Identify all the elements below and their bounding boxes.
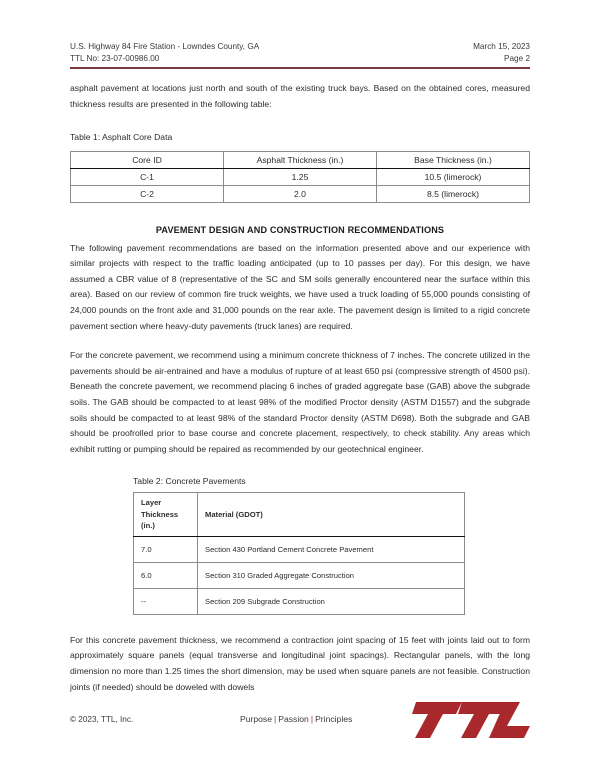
concrete-pavements-table <box>133 492 465 615</box>
table2-head <box>134 493 465 537</box>
intro-paragraph: asphalt pavement at locations just north and south of the existing truck bays. Based on the obtained cores, measured thickness results are presented in the following table: <box>70 83 530 109</box>
table1-col-asphalt-thickness: Asphalt Thickness (in.) <box>224 151 377 168</box>
paragraph-concrete-pavement: For the concrete pavement, we recommend using a minimum concrete thickness of 7 inches. The concrete utilized in the pavements should be air-entrained and have a modulus of rupture of at least 650 psi (compressive strength of 4500 psi). Beneath the concrete pavement, we recommend placing 6 inches of graded aggregate base (GAB) above the subgrade soils. The GAB should be compacted to at least 98% of the modified Proctor density (ASTM D1557) and the subgrade soils should be compacted to at least 98% of the standard Proctor density (ASTM D698). Both the subgrade and GAB should be proofrolled prior to base course and concrete placement, respectively, to check stability. Any areas which exhibit rutting or pumping should be repaired as recommended by our geotechnical engineer. <box>70 350 530 454</box>
table1-body <box>71 168 530 202</box>
table1-cell-base-thickness: 8.5 (limerock) <box>377 185 530 202</box>
table2-col-layer-thickness <box>134 493 198 537</box>
table2-col-layer-thickness-line1: Layer <box>141 498 162 508</box>
table2-cell-material: Section 209 Subgrade Construction <box>198 588 465 614</box>
table2-cell-material: Section 310 Graded Aggregate Construction <box>198 562 465 588</box>
table1-cell-asphalt-thickness: 2.0 <box>224 185 377 202</box>
header-page-number: Page 2 <box>504 53 530 63</box>
document-footer <box>70 698 530 740</box>
footer-tagline-passion: Passion <box>278 714 309 724</box>
footer-tagline <box>230 714 410 724</box>
table1-col-base-thickness: Base Thickness (in.) <box>377 151 530 168</box>
header-date: March 15, 2023 <box>473 42 530 51</box>
table2-cell-thickness: -- <box>134 588 198 614</box>
table1-header-row <box>71 151 530 168</box>
table-row <box>71 185 530 202</box>
table2-cell-material: Section 430 Portland Cement Concrete Pavement <box>198 536 465 562</box>
ttl-logo-icon <box>412 698 530 740</box>
footer-tagline-separator: | <box>274 714 277 724</box>
paragraph-joint-spacing: For this concrete pavement thickness, we recommend a contraction joint spacing of 15 feet with joints laid out to form approximately square panels (equal transverse and longitudinal joint spacings). Rectangular panels, with the long dimension no more than 1.25 times the short dimension, may be used when square panels are not feasible. Construction joints (if needed) should be doweled with dowels <box>70 634 530 692</box>
footer-tagline-principles: Principles <box>315 714 353 724</box>
table2-col-layer-thickness-line2: Thickness (in.) <box>141 509 179 531</box>
table1-cell-core-id: C-1 <box>71 168 224 185</box>
asphalt-core-data-table <box>70 151 530 203</box>
header-left-block <box>70 41 259 64</box>
section-heading-pavement-design: PAVEMENT DESIGN AND CONSTRUCTION RECOMMENDATIONS <box>155 224 445 235</box>
footer-copyright: © 2023, TTL, Inc. <box>70 714 134 724</box>
ttl-logo <box>410 698 530 740</box>
table1-cell-core-id: C-2 <box>71 185 224 202</box>
header-divider-rule <box>70 67 530 69</box>
table2-caption: Table 2: Concrete Pavements <box>133 476 246 487</box>
footer-tagline-purpose: Purpose <box>240 714 273 724</box>
table1-head <box>71 151 530 168</box>
table2-col-material: Material (GDOT) <box>198 493 465 537</box>
header-right-block <box>473 41 530 64</box>
table2-body <box>134 536 465 614</box>
header-job-number: TTL No: 23-07-00986.00 <box>70 53 160 63</box>
paragraph-pavement-recommendations: The following pavement recommendations are based on the information presented above and our experience with similar projects with respect to the traffic loading anticipated (up to 10 passes per day). For this design, we have assumed a CBR value of 8 (representative of the SC and SM soils generally encountered near the surface within this area). Based on our review of common fire truck weights, we have used a truck loading of 55,000 pounds consisting of 24,000 pounds on the front axle and 31,000 pounds on the rear axle. The pavement design is limited to a rigid concrete pavement section where heavy-duty pavements (truck lanes) are required. <box>70 242 530 331</box>
table-row <box>134 588 465 614</box>
table1-cell-base-thickness: 10.5 (limerock) <box>377 168 530 185</box>
footer-tagline-separator: | <box>310 714 314 724</box>
table1-col-core-id: Core ID <box>71 151 224 168</box>
table-row <box>134 536 465 562</box>
header-project-title: U.S. Highway 84 Fire Station - Lowndes County, GA <box>70 42 260 51</box>
table1-caption: Table 1: Asphalt Core Data <box>70 131 173 142</box>
table-row <box>134 562 465 588</box>
table2-header-row <box>134 493 465 537</box>
table2-cell-thickness: 7.0 <box>134 536 198 562</box>
table2-cell-thickness: 6.0 <box>134 562 198 588</box>
document-header <box>70 0 530 64</box>
table-row <box>71 168 530 185</box>
table1-cell-asphalt-thickness: 1.25 <box>224 168 377 185</box>
